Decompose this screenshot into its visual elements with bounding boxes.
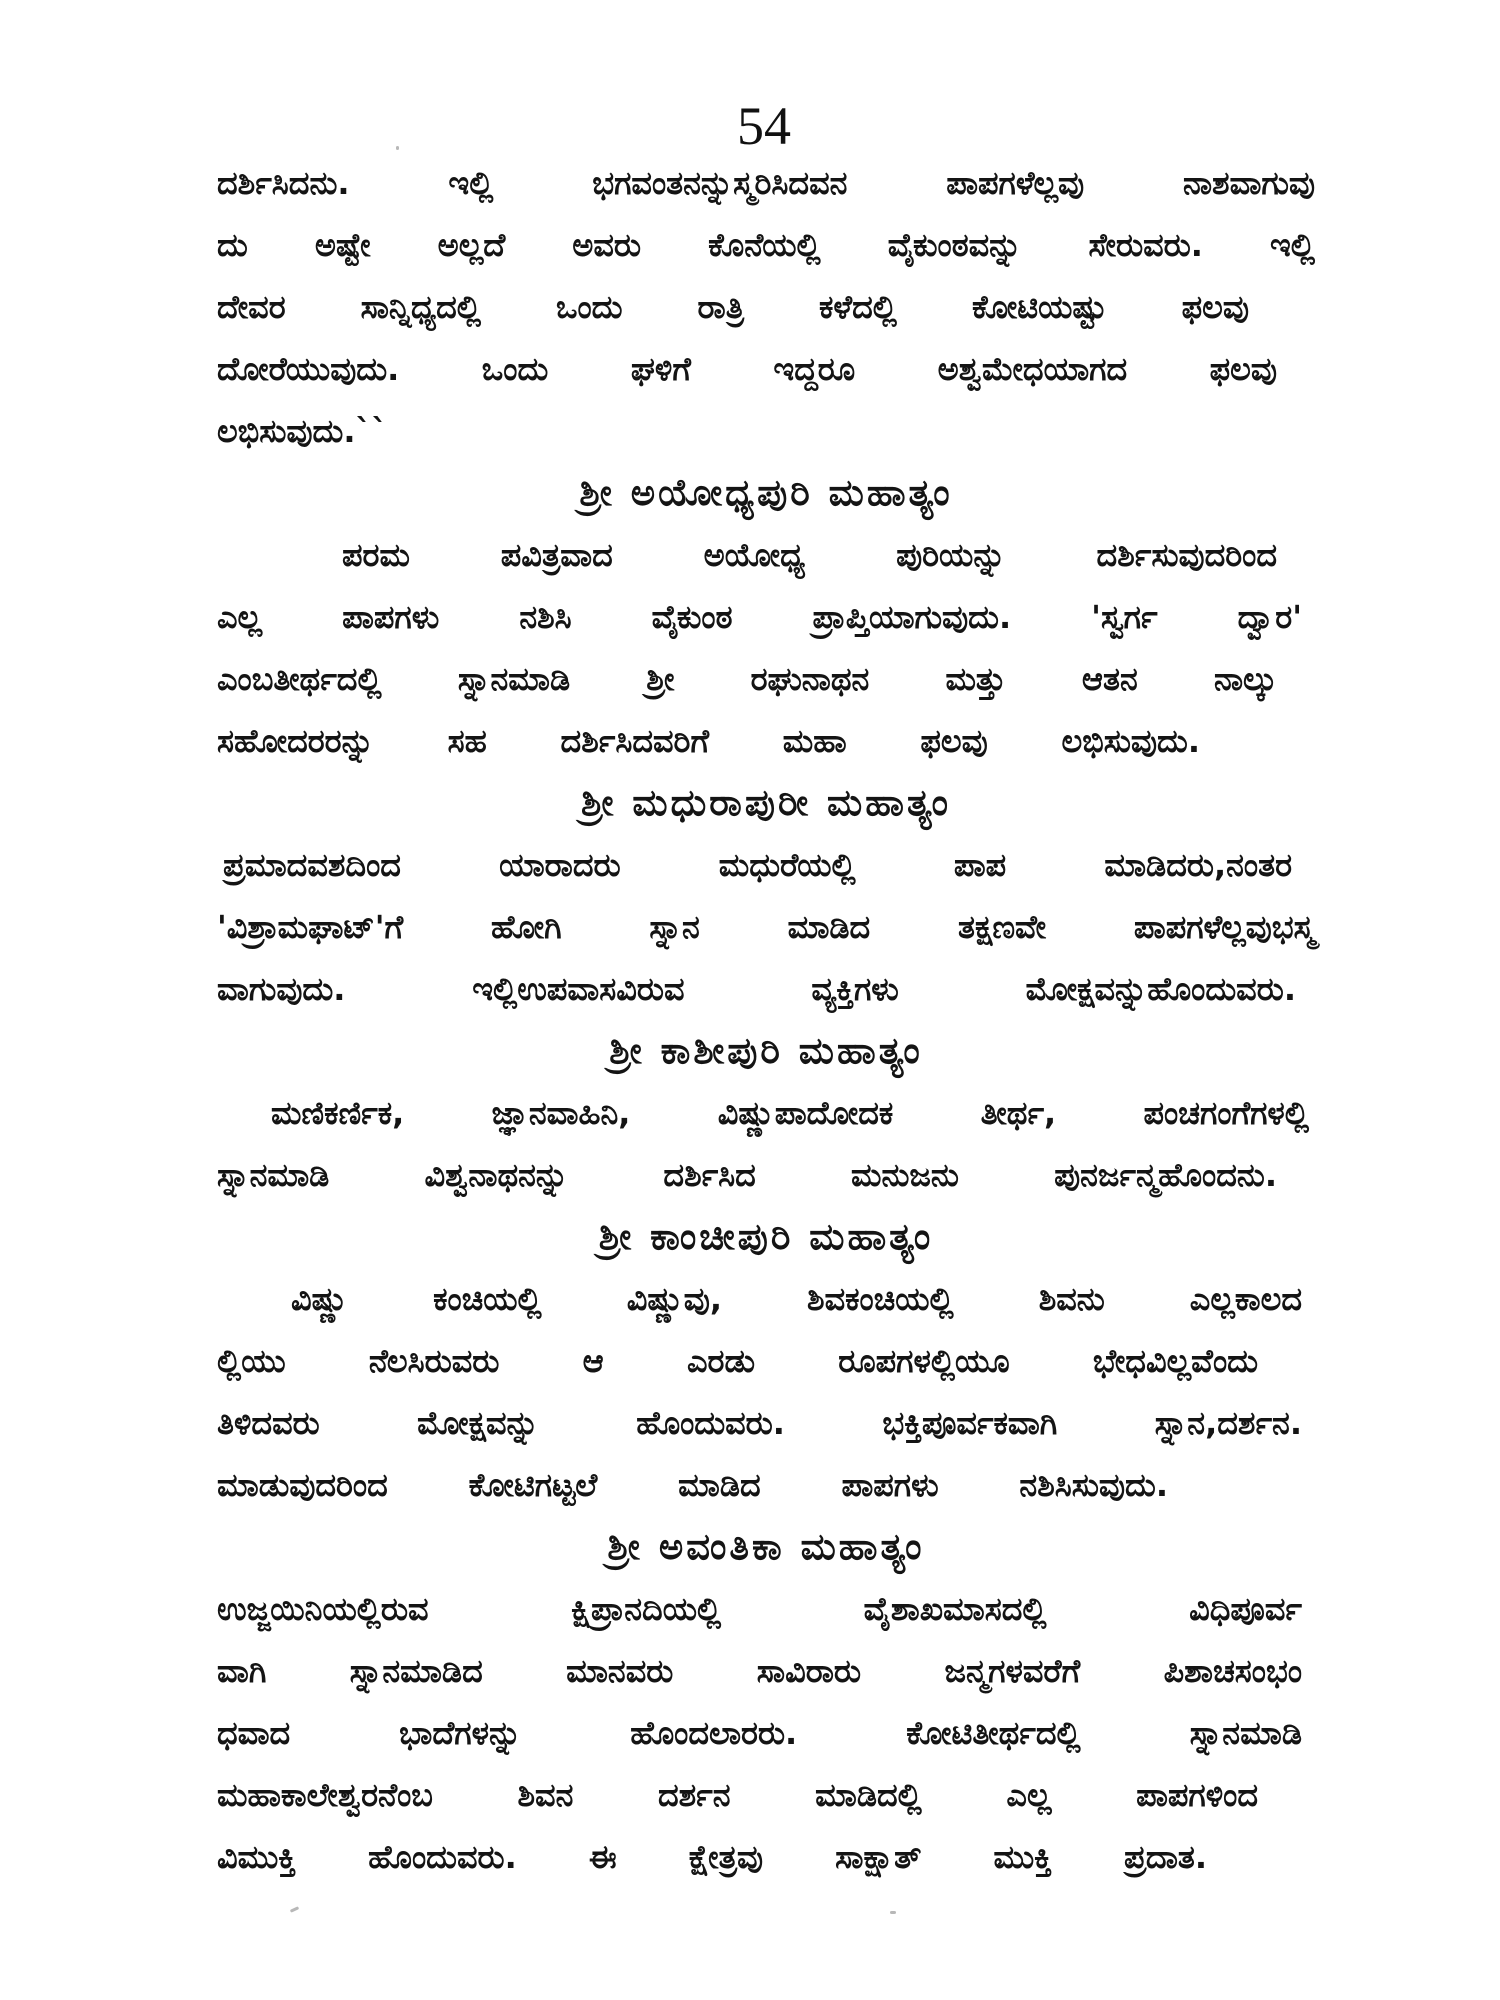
text-line: ವಾಗಿ ಸ್ನಾನಮಾಡಿದ ಮಾನವರು ಸಾವಿರಾರು ಜನ್ಮಗಳವರೆಗೆ ಪಿಶಾಚಸಂಭಂ xyxy=(217,1652,1302,1690)
section-ayodhyapuri xyxy=(217,462,1315,772)
text-line: ವಿಷ್ಣು ಕಂಚಿಯಲ್ಲಿ ವಿಷ್ಣುವು, ಶಿವಕಂಚಿಯಲ್ಲಿ ಶಿವನು ಎಲ್ಲಕಾಲದ xyxy=(291,1280,1302,1318)
text-line: ಪ್ರಮಾದವಶದಿಂದ ಯಾರಾದರು ಮಧುರೆಯಲ್ಲಿ ಪಾಪ ಮಾಡಿದರು,ನಂತರ xyxy=(223,846,1292,884)
text-line: ದು ಅಷ್ಟೇ ಅಲ್ಲದೆ ಅವರು ಕೊನೆಯಲ್ಲಿ ವೈಕುಂಠವನ್ನು ಸೇರುವರು. ಇಲ್ಲಿ xyxy=(217,226,1315,264)
text-line: ಎಲ್ಲ ಪಾಪಗಳು ನಶಿಸಿ ವೈಕುಂಠ ಪ್ರಾಪ್ತಿಯಾಗುವುದು. 'ಸ್ವರ್ಗ ದ್ವಾರ' xyxy=(217,598,1302,636)
section-heading: ಶ್ರೀ ಕಾಂಚೀಪುರಿ ಮಹಾತ್ಯಂ xyxy=(598,1215,934,1258)
scan-speck xyxy=(890,1911,896,1914)
text-line: ಲಭಿಸುವುದು.`` xyxy=(217,412,388,450)
text-line: ವಾಗುವುದು. ಇಲ್ಲಿಉಪವಾಸವಿರುವ ವ್ಯಕ್ತಿಗಳು ಮೋಕ್ಷವನ್ನುಹೊಂದುವರು. xyxy=(217,970,1296,1008)
text-line: ಲ್ಲಿಯು ನೆಲಸಿರುವರು ಆ ಎರಡು ರೂಪಗಳಲ್ಲಿಯೂ ಭೇಧವಿಲ್ಲವೆಂದು xyxy=(217,1342,1258,1380)
text-line: ಧವಾದ ಭಾದೆಗಳನ್ನು ಹೊಂದಲಾರರು. ಕೋಟಿತೀರ್ಥದಲ್ಲಿ ಸ್ನಾನಮಾಡಿ xyxy=(217,1714,1302,1752)
section-kashipuri xyxy=(217,1020,1315,1206)
text-line: ಸಹೋದರರನ್ನು ಸಹ ದರ್ಶಿಸಿದವರಿಗೆ ಮಹಾ ಫಲವು ಲಭಿಸುವುದು. xyxy=(217,722,1200,760)
text-line: 'ವಿಶ್ರಾಮಘಾಟ್'ಗೆ ಹೋಗಿ ಸ್ನಾನ ಮಾಡಿದ ತಕ್ಷಣವೇ ಪಾಪಗಳೆಲ್ಲವುಭಸ್ಮ xyxy=(217,908,1315,946)
text-line: ಸ್ನಾನಮಾಡಿ ವಿಶ್ವನಾಥನನ್ನು ದರ್ಶಿಸಿದ ಮನುಜನು ಪುನರ್ಜನ್ಮಹೊಂದನು. xyxy=(217,1156,1277,1194)
scan-speck xyxy=(396,146,399,150)
text-line: ಉಜ್ಜಯಿನಿಯಲ್ಲಿರುವ ಕ್ಷಿಪ್ರಾನದಿಯಲ್ಲಿ ವೈಶಾಖಮಾಸದಲ್ಲಿ ವಿಧಿಪೂರ್ವ xyxy=(217,1590,1302,1628)
page-number: 54 xyxy=(737,96,791,156)
scan-speck xyxy=(290,1906,299,1913)
text-line: ದರ್ಶಿಸಿದನು. ಇಲ್ಲಿ ಭಗವಂತನನ್ನುಸ್ಮರಿಸಿದವನ ಪಾಪಗಳೆಲ್ಲವು ನಾಶವಾಗುವು xyxy=(217,164,1315,202)
text-line: ತಿಳಿದವರು ಮೋಕ್ಷವನ್ನು ಹೊಂದುವರು. ಭಕ್ತಿಪೂರ್ವಕವಾಗಿ ಸ್ನಾನ,ದರ್ಶನ. xyxy=(217,1404,1302,1442)
text-line: ಎಂಬತೀರ್ಥದಲ್ಲಿ ಸ್ನಾನಮಾಡಿ ಶ್ರೀ ರಘುನಾಥನ ಮತ್ತು ಆತನ ನಾಲ್ಕು xyxy=(217,660,1277,698)
section-heading: ಶ್ರೀ ಕಾಶೀಪುರಿ ಮಹಾತ್ಯಂ xyxy=(609,1029,923,1072)
text-line: ಮಣಿಕರ್ಣಿಕ, ಜ್ಞಾನವಾಹಿನಿ, ವಿಷ್ಣುಪಾದೋದಕ ತೀರ್ಥ, ಪಂಚಗಂಗೆಗಳಲ್ಲಿ xyxy=(271,1094,1309,1132)
text-line: ಮಾಡುವುದರಿಂದ ಕೋಟಿಗಟ್ಟಲೆ ಮಾಡಿದ ಪಾಪಗಳು ನಶಿಸಿಸುವುದು. xyxy=(217,1466,1168,1504)
text-line: ದೋರೆಯುವುದು. ಒಂದು ಘಳಿಗೆ ಇದ್ದರೂ ಅಶ್ವಮೇಧಯಾಗದ ಫಲವು xyxy=(217,350,1277,388)
section-heading: ಶ್ರೀ ಅವಂತಿಕಾ ಮಹಾತ್ಯಂ xyxy=(607,1525,925,1568)
section-kanchipuri xyxy=(217,1206,1315,1516)
paragraph-intro xyxy=(217,152,1315,462)
section-mathurapuri xyxy=(217,772,1315,1020)
text-line: ಮಹಾಕಾಲೇಶ್ವರನೆಂಬ ಶಿವನ ದರ್ಶನ ಮಾಡಿದಲ್ಲಿ ಎಲ್ಲ ಪಾಪಗಳಿಂದ xyxy=(217,1776,1258,1814)
section-heading: ಶ್ರೀ ಅಯೋಧ್ಯಪುರಿ ಮಹಾತ್ಯಂ xyxy=(579,471,953,514)
text-line: ಪರಮ ಪವಿತ್ರವಾದ ಅಯೋಧ್ಯ ಪುರಿಯನ್ನು ದರ್ಶಿಸುವುದರಿಂದ xyxy=(342,536,1277,574)
page-text xyxy=(217,152,1315,1888)
section-avantika xyxy=(217,1516,1315,1888)
text-line: ದೇವರ ಸಾನ್ನಿಧ್ಯದಲ್ಲಿ ಒಂದು ರಾತ್ರಿ ಕಳೆದಲ್ಲಿ ಕೋಟಿಯಷ್ಟು ಫಲವು xyxy=(217,288,1249,326)
text-line: ವಿಮುಕ್ತಿ ಹೊಂದುವರು. ಈ ಕ್ಷೇತ್ರವು ಸಾಕ್ಷಾತ್ ಮುಕ್ತಿ ಪ್ರದಾತ. xyxy=(217,1838,1207,1876)
section-heading: ಶ್ರೀ ಮಧುರಾಪುರೀ ಮಹಾತ್ಯಂ xyxy=(580,781,952,824)
